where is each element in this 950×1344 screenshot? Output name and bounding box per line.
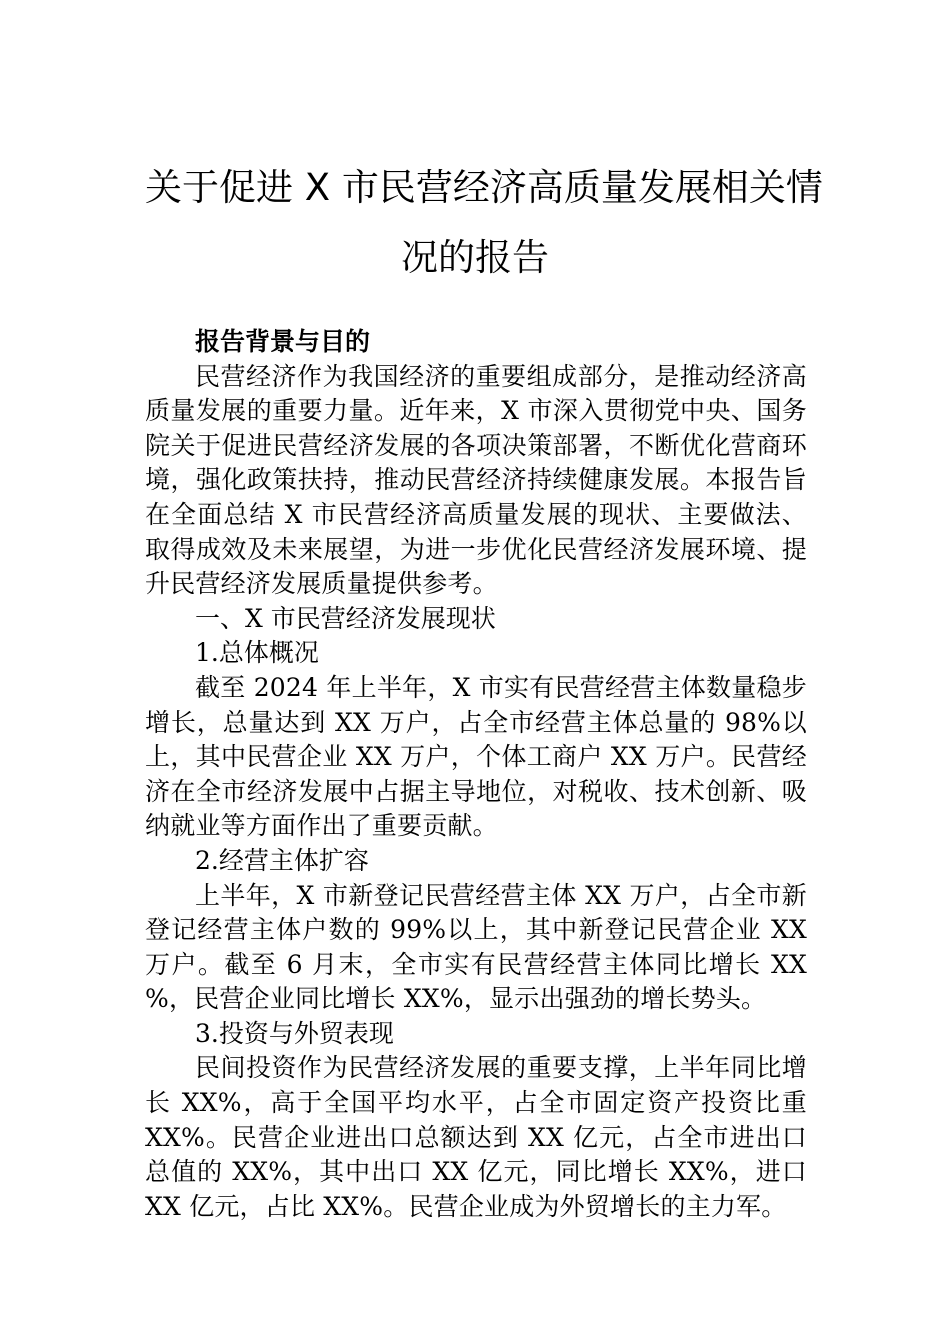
document-title-line-2: 况的报告 <box>401 236 549 279</box>
paragraph-entity-expansion: 上半年，X 市新登记民营经营主体 XX 万户，占全市新登记经营主体户数的 99%以上，其中新登记民营企业 XX 万户。截至 6 月末，全市实有民营经营主体同比增长 XX %，民营企业同比增长 XX%，显示出强劲的增长势头。 <box>145 880 807 1014</box>
paragraph-background: 民营经济作为我国经济的重要组成部分，是推动经济高质量发展的重要力量。近年来，X 市深入贯彻党中央、国务院关于促进民营经济发展的各项决策部署，不断优化营商环境，强化政策扶持，推动民营经济持续健康发展。本报告旨在全面总结 X 市民营经济高质量发展的现状、主要做法、取得成效及未来展望，为进一步优化民营经济发展环境、提升民营经济发展质量提供参考。 <box>145 361 807 599</box>
subheading-entity-expansion: 2.经营主体扩容 <box>195 845 369 875</box>
document-title-line-1: 关于促进 X 市民营经济高质量发展相关情 <box>145 166 823 209</box>
subheading-overview: 1.总体概况 <box>195 638 319 668</box>
paragraph-investment-trade: 民间投资作为民营经济发展的重要支撑，上半年同比增长 XX%，高于全国平均水平，占全市固定资产投资比重 XX%。民营企业进出口总额达到 XX 亿元，占全市进出口总值的 XX%，其中出口 XX 亿元，同比增长 XX%，进口 XX 亿元，占比 XX%。民营企业成为外贸增长的主力军。 <box>145 1053 807 1221</box>
section-heading-status: 一、X 市民营经济发展现状 <box>195 603 496 633</box>
paragraph-overview: 截至 2024 年上半年，X 市实有民营经营主体数量稳步增长，总量达到 XX 万户，占全市经营主体总量的 98%以上，其中民营企业 XX 万户，个体工商户 XX 万户。民营经济在全市经济发展中占据主导地位，对税收、技术创新、吸纳就业等方面作出了重要贡献。 <box>145 672 807 841</box>
document-body <box>145 325 807 1224</box>
section-heading-background: 报告背景与目的 <box>195 327 371 356</box>
subheading-investment-trade: 3.投资与外贸表现 <box>195 1018 394 1048</box>
